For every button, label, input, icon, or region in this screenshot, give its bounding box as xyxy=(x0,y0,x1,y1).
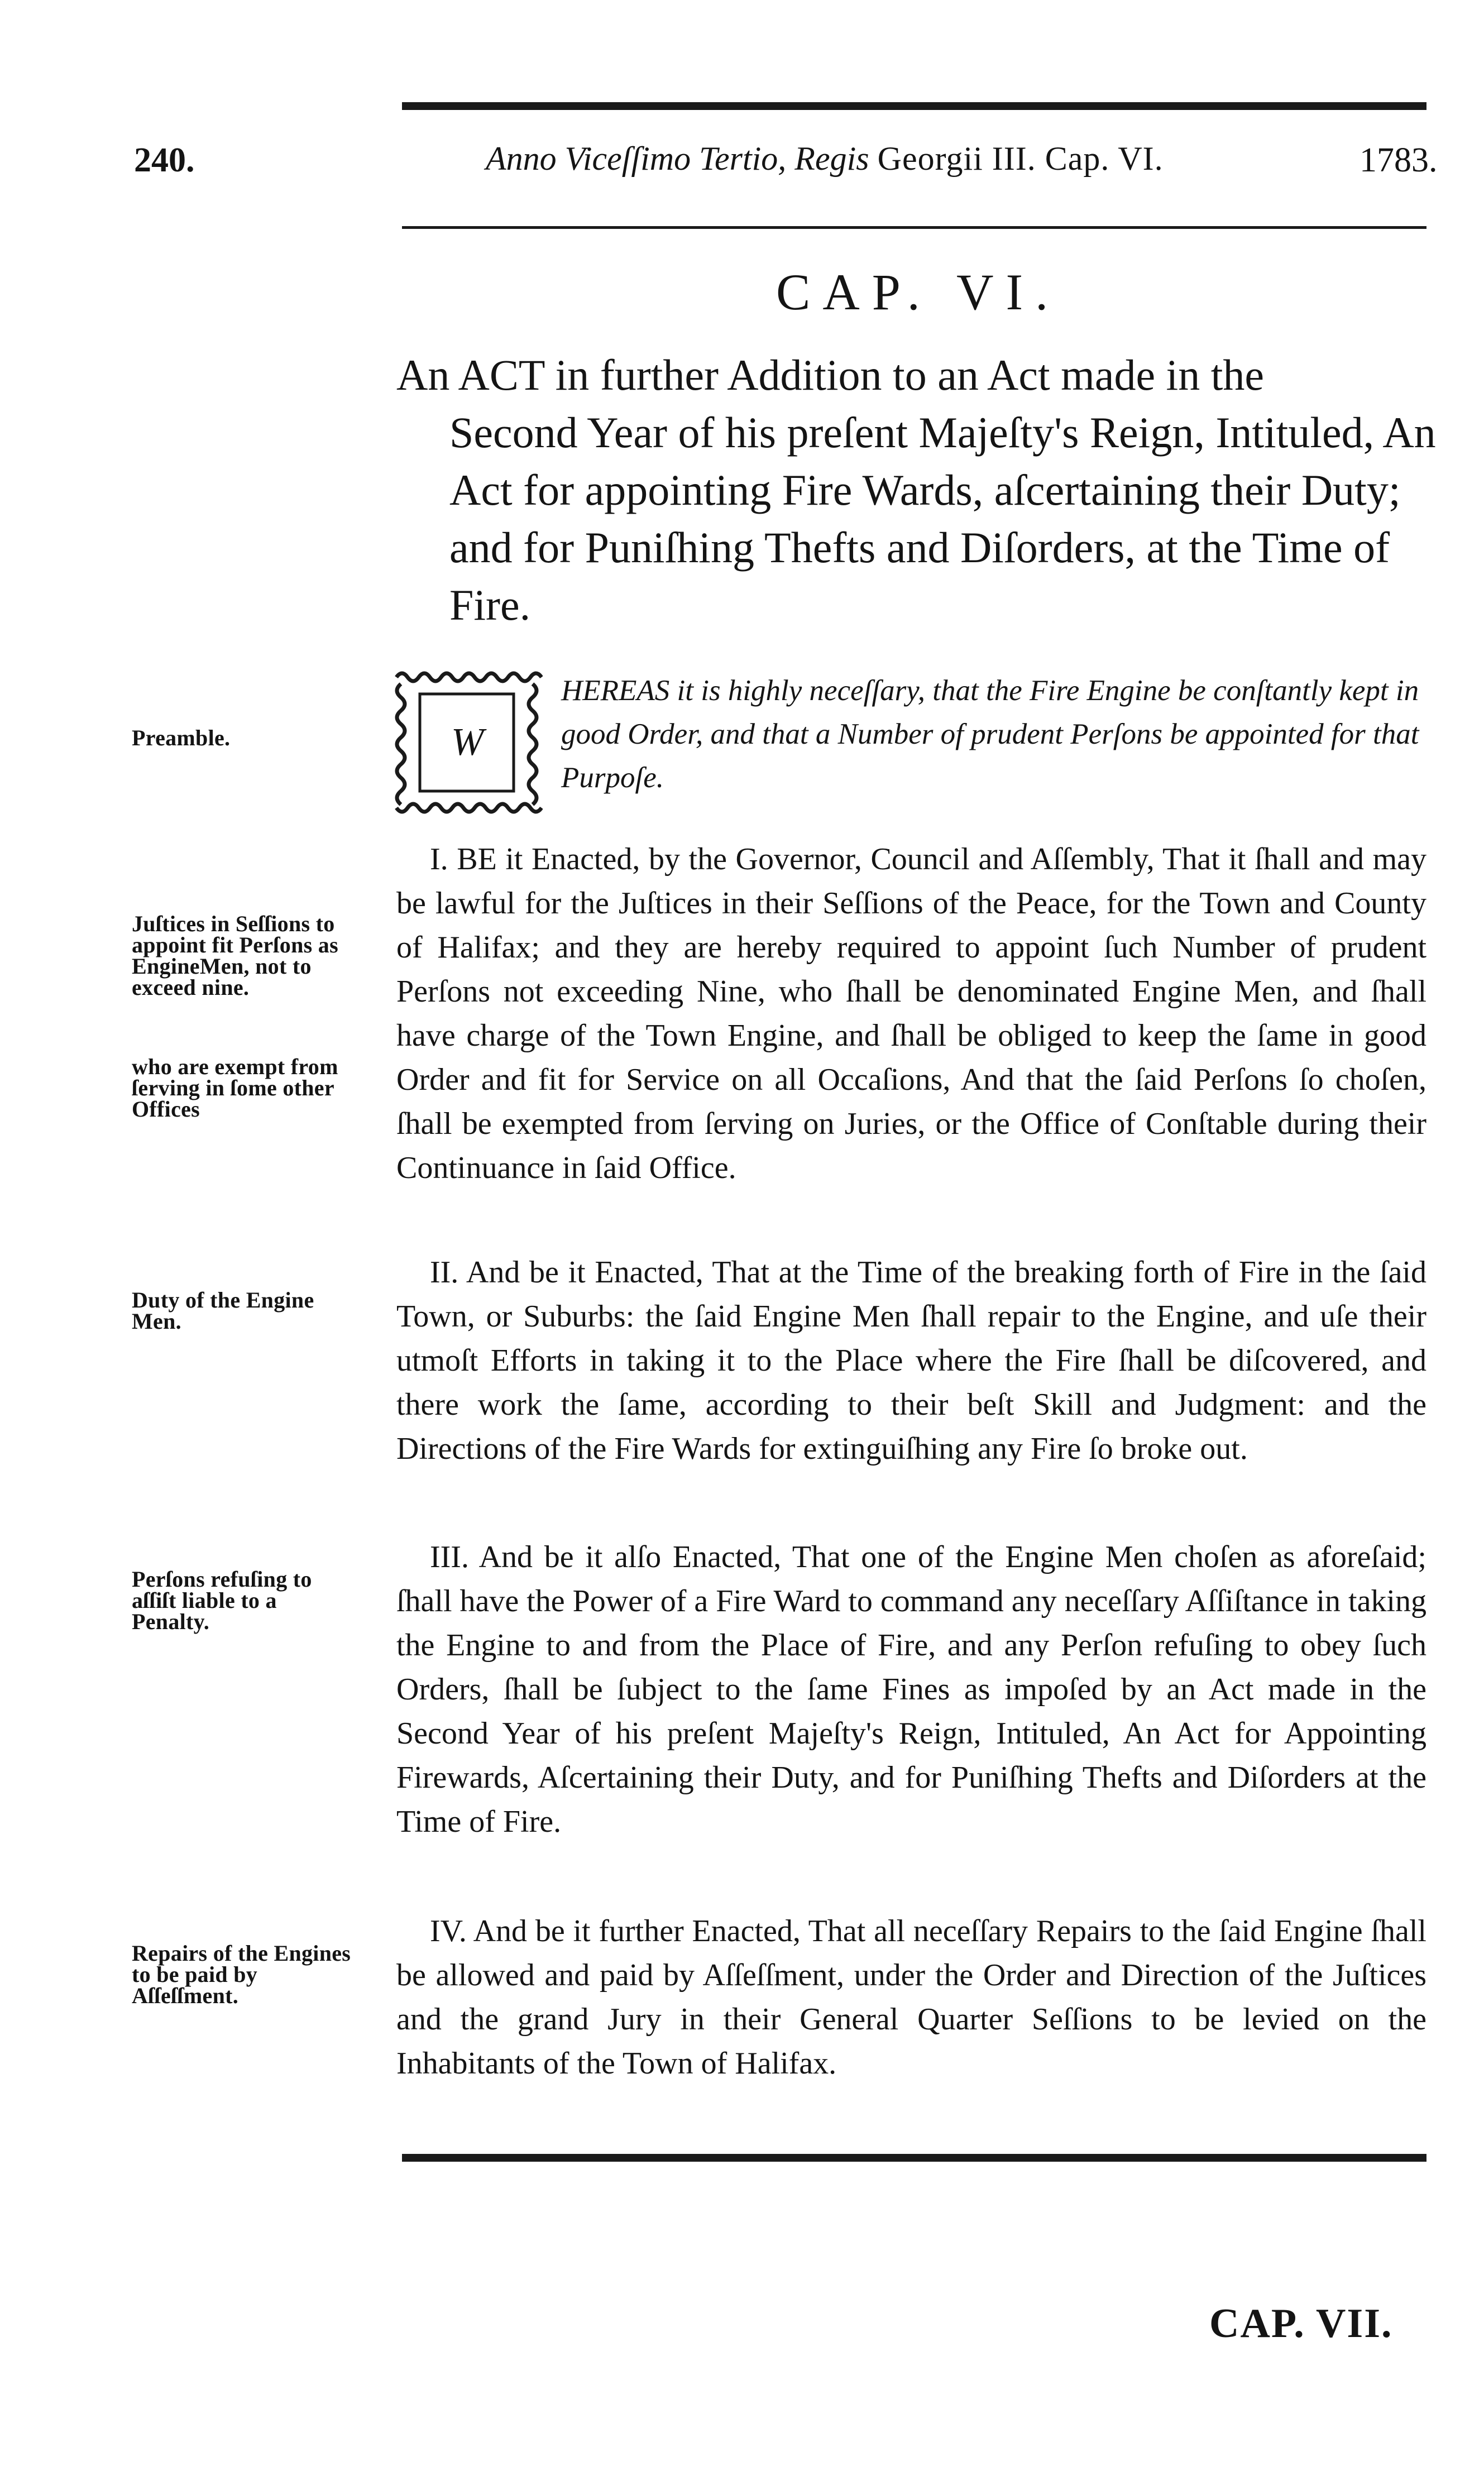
margin-note-preamble: Preamble. xyxy=(132,725,231,750)
act-title-rest: Second Year of his preſent Majeſty's Reign, Intituled, An Act for appointing Fire Wards, aſcertaining their Duty; and for Puniſhing Thefts and Diſorders, at the Time of Fire. xyxy=(449,408,1436,629)
margin-note-duty: Duty of the Engine Men. xyxy=(132,1287,314,1334)
act-title xyxy=(396,346,1440,634)
section-1 xyxy=(396,837,1426,1190)
page-number: 240. xyxy=(134,141,195,179)
margin-note-repairs: Repairs of the Engines to be paid by Aſſeſſment. xyxy=(132,1941,351,2008)
running-year: 1783. xyxy=(1359,141,1438,179)
section-3 xyxy=(396,1535,1426,1844)
section-2-lead: II. And be it Enacted, xyxy=(430,1255,703,1290)
running-title-italic: Anno Viceſſimo Tertio, Regis xyxy=(486,140,869,177)
section-2-text: That at the Time of the breaking forth of Fire in the ſaid Town, or Suburbs: the ſaid Engine Men ſhall repair to the Engine, and uſe their utmoſt Efforts in taking it to the Place where the Fire ſhall be diſcovered, and there work the ſame, according to their beſt Skill and Judgment: and the Directions of the Fire Wards for extinguiſhing any Fire ſo broke out. xyxy=(396,1255,1426,1466)
margin-note-exempt: who are exempt from ſerving in ſome other Offices xyxy=(132,1054,338,1122)
section-4-lead: IV. And be it further Enacted, xyxy=(430,1914,801,1948)
section-1-lead: I. BE it Enacted, by the Governor, Council and Aſſembly, xyxy=(430,842,1155,877)
section-4-text: That all neceſſary Repairs to the ſaid Engine ſhall be allowed and paid by Aſſeſſment, under the Order and Direction of the Juſtices and the grand Jury in their General Quarter Seſſions to be levied on the Inhabitants of the Town of Halifax. xyxy=(396,1914,1426,2081)
section-1-text: That it ſhall and may be lawful for the Juſtices in their Seſſions of the Peace, for the Town and County of Halifax; and they are hereby required to appoint ſuch Number of prudent Perſons not exceeding Nine, who ſhall be denominated Engine Men, and ſhall have charge of the Town Engine, and ſhall be obliged to keep the ſame in good Order and fit for Service on all Occaſions, And that the ſaid Perſons ſo choſen, ſhall be exempted from ſerving on Juries, or the Office of Conſtable during their Continuance in ſaid Office. xyxy=(396,842,1427,1185)
section-3-lead: III. And be it alſo Enacted, xyxy=(430,1540,782,1574)
header-rule-top xyxy=(402,102,1426,110)
header-rule-bottom xyxy=(402,226,1426,229)
section-4 xyxy=(396,1909,1426,2086)
catchword: CAP. VII. xyxy=(1209,2301,1393,2347)
preamble-text: HEREAS it is highly neceſſary, that the Fire Engine be conſtantly kept in good Order, and that a Number of prudent Perſons be appointed for that Purpoſe. xyxy=(561,674,1419,794)
running-title-caps: Georgii III. Cap. VI. xyxy=(877,140,1164,177)
chapter-heading: CAP. VI. xyxy=(776,264,1061,320)
drop-cap-letter: W xyxy=(451,721,484,764)
section-2 xyxy=(396,1251,1426,1471)
act-title-line1: An ACT in further Addition to an Act made in the xyxy=(396,351,1265,399)
margin-note-justices: Juſtices in Seſſions to appoint fit Perſons as EngineMen, not to exceed nine. xyxy=(132,911,338,1000)
margin-note-penalty: Perſons refuſing to aſſiſt liable to a Penalty. xyxy=(132,1567,312,1634)
running-title xyxy=(486,140,1164,178)
section-3-text: That one of the Engine Men choſen as aforeſaid; ſhall have the Power of a Fire Ward to command any neceſſary Aſſiſtance in taking the Engine to and from the Place of Fire, and any Perſon refuſing to obey ſuch Orders, ſhall be ſubject to the ſame Fines as impoſed by an Act made in the Second Year of his preſent Majeſty's Reign, Intituled, An Act for Appointing Firewards, Aſcertaining their Duty, and for Puniſhing Thefts and Diſorders at the Time of Fire. xyxy=(396,1540,1426,1839)
footer-rule xyxy=(402,2154,1426,2162)
